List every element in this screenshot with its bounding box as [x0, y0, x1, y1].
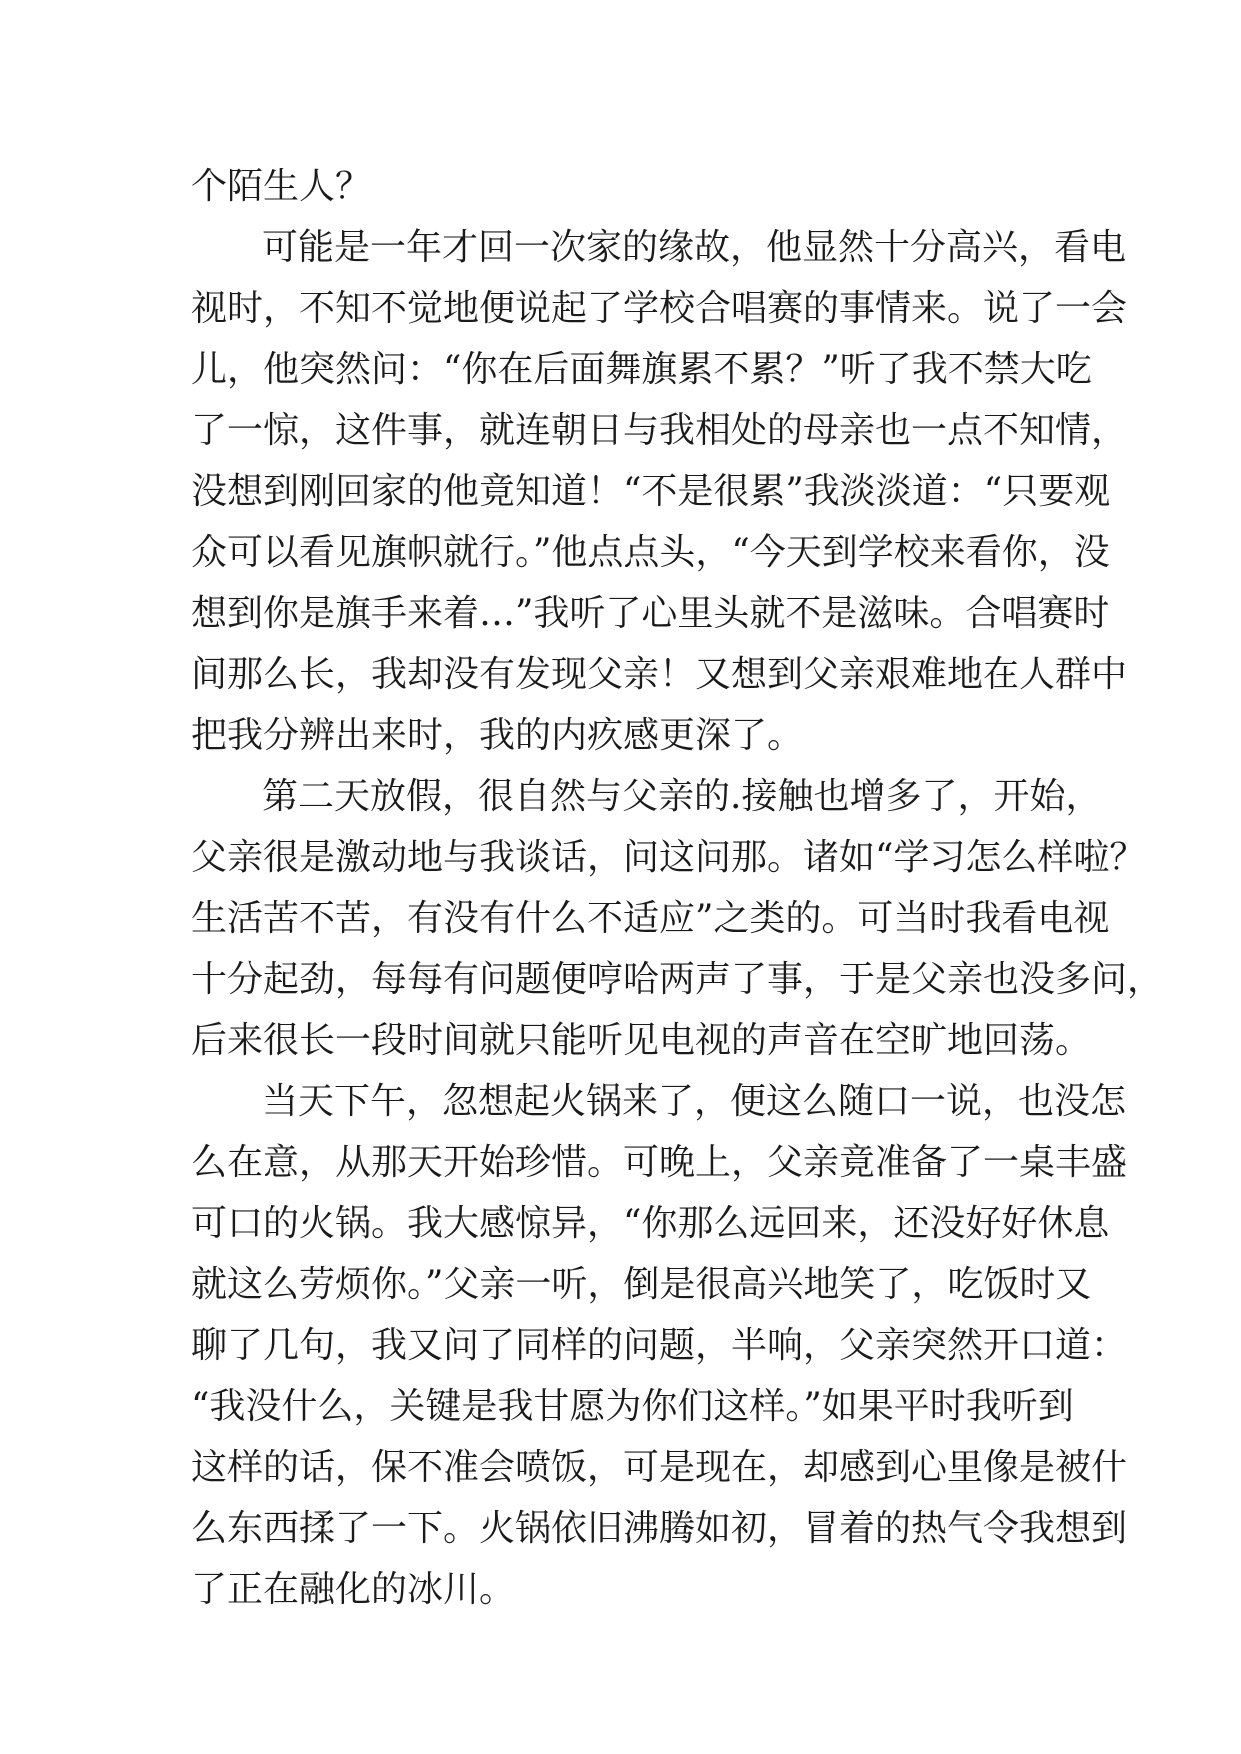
text-line: 么东西揉了一下。火锅依旧沸腾如初，冒着的热气令我想到: [191, 1508, 1128, 1549]
text-line: 想到你是旗手来着…”我听了心里头就不是滋味。合唱赛时: [191, 593, 1110, 634]
text-line: 就这么劳烦你。”父亲一听，倒是很高兴地笑了，吃饭时又: [191, 1264, 1092, 1305]
text-line: 可口的火锅。我大感惊异，“你那么远回来，还没好好休息: [191, 1203, 1110, 1244]
text-line: 个陌生人？: [191, 166, 372, 207]
text-line: 间那么长，我却没有发现父亲！又想到父亲艰难地在人群中: [191, 654, 1128, 695]
text-line: 第二天放假，很自然与父亲的.接触也增多了，开始，: [262, 776, 1102, 817]
text-line: 十分起劲，每每有问题便哼哈两声了事，于是父亲也没多问，: [191, 959, 1164, 1000]
text-line: 众可以看见旗帜就行。”他点点头，“今天到学校来看你，没: [191, 532, 1110, 573]
text-line: 了正在融化的冰川。: [191, 1569, 516, 1610]
text-line: 生活苦不苦，有没有什么不适应”之类的。可当时我看电视: [191, 898, 1110, 939]
text-line: “我没什么，关键是我甘愿为你们这样。”如果平时我听到: [191, 1386, 1074, 1427]
text-line: 么在意，从那天开始珍惜。可晚上，父亲竟准备了一桌丰盛: [191, 1142, 1128, 1183]
text-line: 儿，他突然问：“你在后面舞旗累不累？”听了我不禁大吃: [191, 349, 1092, 390]
text-line: 视时，不知不觉地便说起了学校合唱赛的事情来。说了一会: [191, 288, 1128, 329]
text-line: 可能是一年才回一次家的缘故，他显然十分高兴，看电: [262, 227, 1127, 268]
document-body: [191, 156, 1164, 1620]
text-line: 这样的话，保不准会喷饭，可是现在，却感到心里像是被什: [191, 1447, 1128, 1488]
text-line: 没想到刚回家的他竟知道！“不是很累”我淡淡道：“只要观: [191, 471, 1111, 512]
text-line: 把我分辨出来时，我的内疚感更深了。: [191, 715, 804, 756]
text-line: 父亲很是激动地与我谈话，问这问那。诸如“学习怎么样啦？: [191, 837, 1146, 878]
text-line: 了一惊，这件事，就连朝日与我相处的母亲也一点不知情，: [191, 410, 1128, 451]
text-line: 聊了几句，我又问了同样的问题，半响，父亲突然开口道：: [191, 1325, 1128, 1366]
text-line: 后来很长一段时间就只能听见电视的声音在空旷地回荡。: [191, 1020, 1092, 1061]
text-line: 当天下午，忽想起火锅来了，便这么随口一说，也没怎: [262, 1081, 1127, 1122]
